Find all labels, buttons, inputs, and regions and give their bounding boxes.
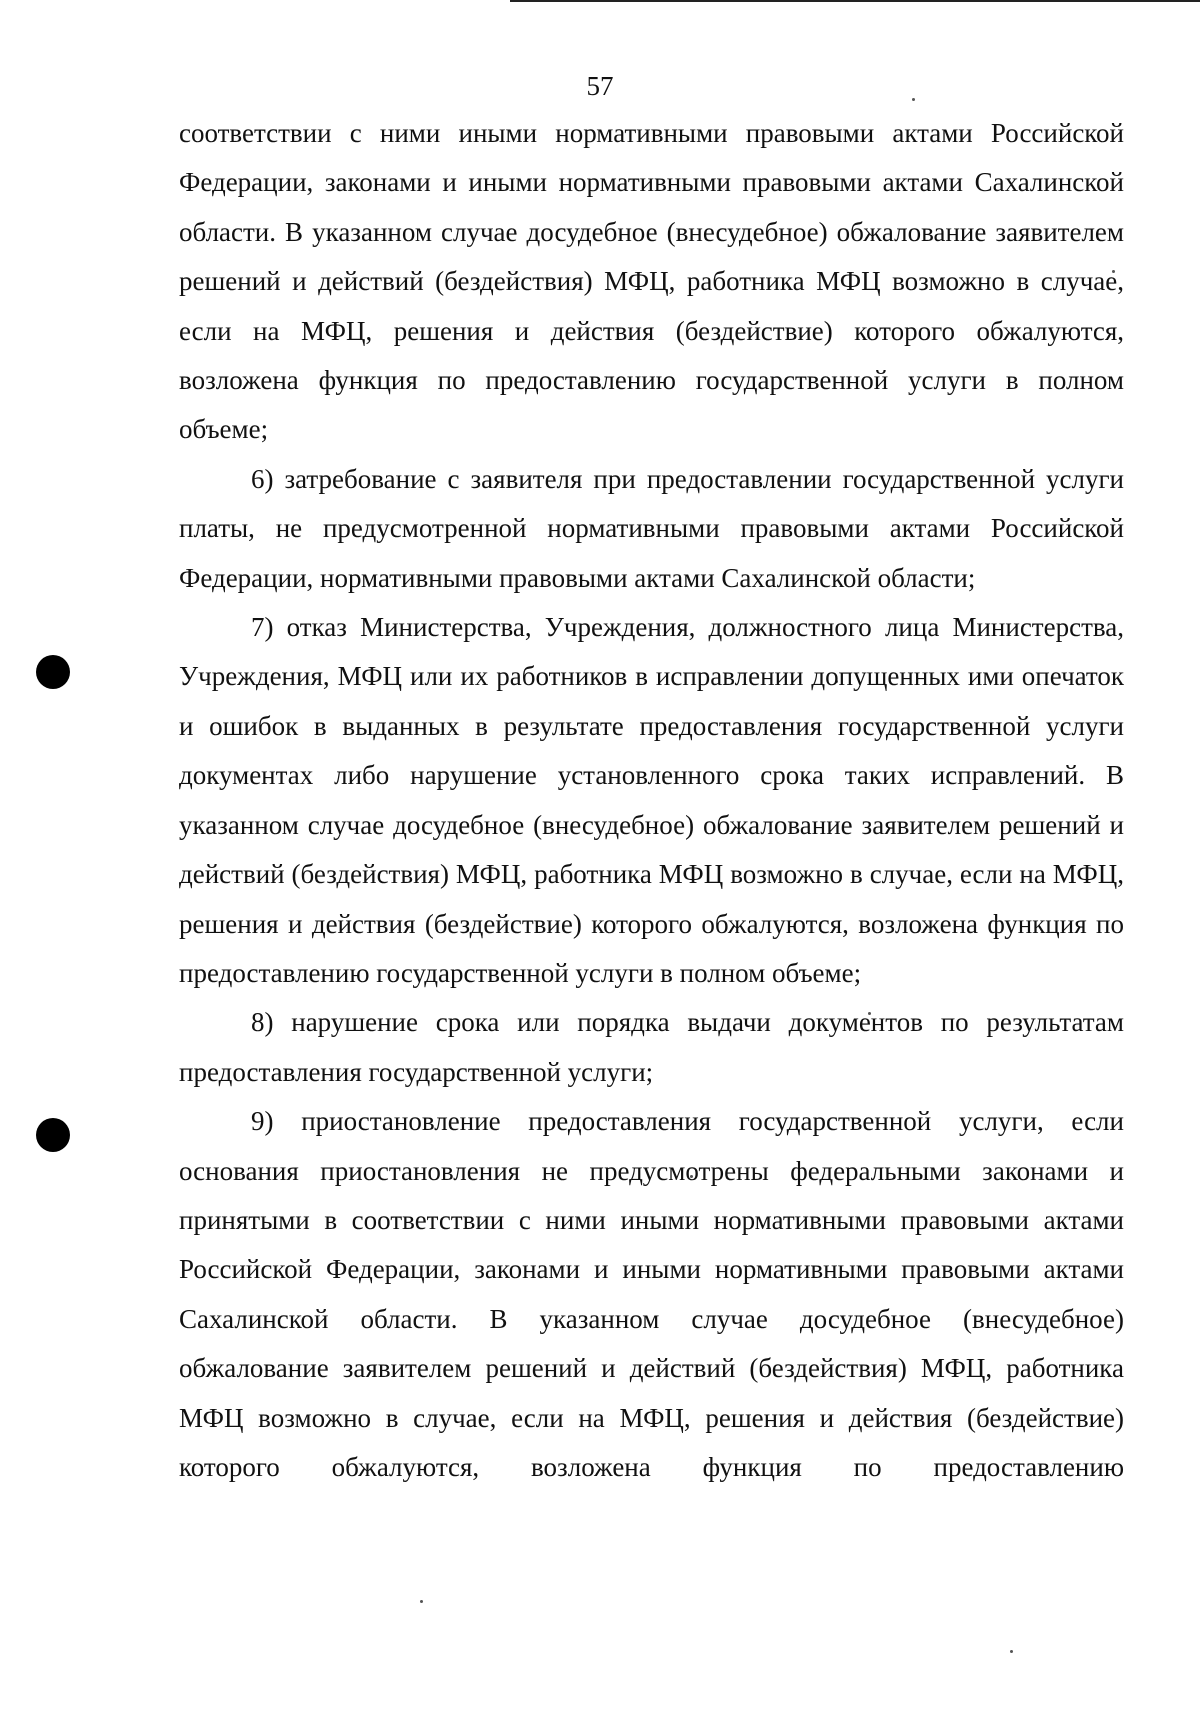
page-number: 57 (586, 71, 614, 101)
scan-speck (420, 1600, 423, 1603)
scan-speck (912, 98, 915, 101)
punch-hole-mark (36, 655, 70, 689)
document-body (179, 109, 1124, 1492)
list-item-6: 6) затребование с заявителя при предоставлении государственной услуги платы, не предусмотренной нормативными правовыми актами Российской Федерации, нормативными правовыми актами Сахалинской области; (179, 463, 1124, 593)
scan-speck (1010, 1650, 1013, 1653)
paragraph-continuation: соответствии с ними иными нормативными правовыми актами Российской Федерации, законами и иными нормативными правовыми актами Сахалинской области. В указанном случае досудебное (внесудебное) обжалование заявителем решений и действий (бездействия) МФЦ, работника МФЦ возможно в случае, если на МФЦ, решения и действия (бездействие) которого обжалуются, возложена функция по предоставлению государственной услуги в полном объеме; (179, 118, 1124, 445)
top-edge-rule (510, 0, 1200, 2)
list-item-9: 9) приостановление предоставления государственной услуги, если основания приостановления не предусмотрены федеральными законами и принятыми в соответствии с ними иными нормативными правовыми актами Российской Федерации, законами и иными нормативными правовыми актами Сахалинской области. В указанном случае досудебное (внесудебное) обжалование заявителем решений и действий (бездействия) МФЦ, работника МФЦ возможно в случае, если на МФЦ, решения и действия (бездействие) которого обжалуются, возложена функция по предоставлению (179, 1106, 1124, 1482)
list-item-8: 8) нарушение срока или порядка выдачи документов по результатам предоставления государственной услуги; (179, 1007, 1124, 1087)
punch-hole-mark (36, 1118, 70, 1152)
list-item-7: 7) отказ Министерства, Учреждения, должностного лица Министерства, Учреждения, МФЦ или их работников в исправлении допущенных ими опечаток и ошибок в выданных в результате предоставления государственной услуги документах либо нарушение установленного срока таких исправлений. В указанном случае досудебное (внесудебное) обжалование заявителем решений и действий (бездействия) МФЦ, работника МФЦ возможно в случае, если на МФЦ, решения и действия (бездействие) которого обжалуются, возложена функция по предоставлению государственной услуги в полном объеме; (179, 612, 1124, 988)
